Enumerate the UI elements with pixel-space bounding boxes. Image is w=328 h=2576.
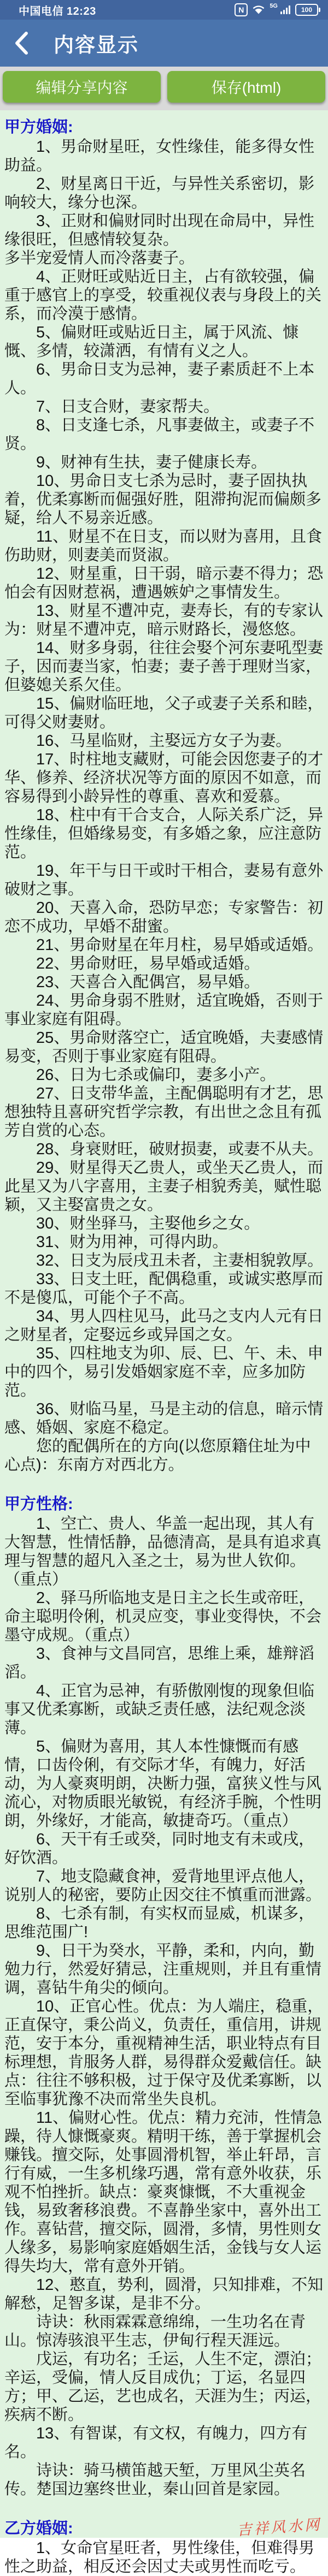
paragraph: 7、地支隐藏食神，爱背地里评点他人，说别人的秘密，要防止因交往不慎重而泄露。 (4, 1868, 322, 1904)
paragraph: 24、男命身弱不胜财，适宜晚婚，否则于事业家庭有阻碍。 (4, 992, 324, 1028)
paragraph: 3、食神与文昌同宫，思维上乘，雄辩滔滔。 (4, 1645, 315, 1681)
paragraph: 28、身衰财旺，破财损妻，或妻不从夫。 (36, 1141, 324, 1158)
paragraph: 10、男命日支七杀为忌时，妻子固执执着，优柔寡断而倔强好胜，阻滞拘泥而偏颇多疑，给人不易亲近感。 (4, 472, 322, 527)
paragraph: 16、马星临财，主娶远方女子为妻。 (36, 732, 292, 750)
paragraph: 诗诀：秋雨霖霖意绵绵，一生功名在青山。惊涛骇浪平生志，伊甸行程天涯远。 (4, 2313, 306, 2349)
paragraph: 1、男命财星旺，女性缘佳，能多得女性助益。 (4, 138, 315, 174)
paragraph: 10、正官心性。优点：为人端庄，稳重，正直保守，秉公尚义，负责任，重信用，讲规范，安于本分，重视精神生活，职业特点有目标理想，肯服务人群，易得群众爱戴信任。缺点：往往不够积极，过于保守及优柔寡断，以至临事犹豫不决而常坐失良机。 (4, 1998, 324, 2108)
paragraph: 诗诀：骑马横笛越天堑，万里风尘英名传。楚国边塞终世业，秦山回首是家园。 (4, 2462, 306, 2498)
paragraph: 12、憨直，势利，圆滑，只知排难，不知解愁，足智多谋，是非不分。 (4, 2276, 324, 2312)
carrier-time-label: 中国电信 12:23 (19, 5, 96, 17)
paragraph: 2、驿马所临地支是日主之长生或帝旺，命主聪明伶俐，机灵应变，事业变得快，不会墨守成规。（重点） (4, 1589, 322, 1644)
watermark: 吉祥风水网 (236, 2516, 323, 2539)
paragraph: 21、男命财星在年月柱，易早婚或适婚。 (36, 936, 324, 954)
paragraph: 6、男命日支为忌神，妻子素质赶不上本人。 (4, 361, 315, 397)
paragraph: 34、男人四柱见马，此马之支内人元有日之财星者，定娶远乡或异国之女。 (4, 1308, 324, 1344)
section-heading: 甲方性格: (4, 1495, 73, 1513)
paragraph: 13、有智谋，有文权，有魄力，四方有名。 (4, 2425, 308, 2461)
network-type-label: 5G (270, 3, 278, 9)
app-header (0, 20, 328, 67)
paragraph: 17、时柱地支藏财，可能会因您妻子的才华、修养、经济状况等方面的原因不如意，而容易得到小龄异性的尊重、喜欢和爱慕。 (4, 751, 324, 805)
paragraph: 23、天喜合入配偶宫，易早婚。 (36, 974, 260, 991)
paragraph: 11、财星不在日支，而以财为喜用，且食伤助财，则妻美而贤淑。 (4, 528, 323, 564)
paragraph: 6、天干有壬或癸，同时地支有未或戌，好饮酒。 (4, 1831, 315, 1867)
status-bar (0, 0, 328, 20)
paragraph: 3、正财和偏财同时出现在命局中，异性缘很旺，但感情较复杂。 (4, 212, 315, 248)
wifi-icon (253, 5, 265, 15)
paragraph: 36、财临马星，马是主动的信息，暗示情感、婚姻、家庭不稳定。 (4, 1400, 324, 1437)
paragraph: 您的配偶所在的方向(以您原籍住址为中心点)：东南方对西北方。 (4, 1438, 311, 1474)
paragraph: 27、日支带华盖，主配偶聪明有才艺，思想独特且喜研究哲学宗教，有出世之念且有孤芳自赏的心态。 (4, 1085, 324, 1139)
back-button[interactable] (14, 32, 28, 55)
paragraph: 31、财为用神，可得内助。 (36, 1233, 229, 1251)
paragraph: 32、日支为辰戌丑未者，主妻相貌敦厚。 (36, 1252, 324, 1269)
paragraph: 1、女命官星旺者，男性缘佳，但难得男性之助益，相反还会因丈夫或男性而吃亏。 (4, 2539, 315, 2575)
battery-level: 100 (295, 4, 318, 16)
paragraph: 11、偏财心性。优点：精力充沛，性情急躁，待人慷慨豪爽。精明干练，善于掌握机会赚钱。擅交际，处事圆滑机智，举止轩昂，言行有威，一生多机缘巧遇，常有意外收获，乐观不怕挫折。缺点：豪爽慷慨，不大重视金钱，易致奢移浪费。不喜静坐家中，喜外出工作。喜钻营，擅交际，圆滑，多情，男性则女人缘多，易影响家庭婚姻生活，金钱与女人运得失均大，常有意外开销。 (4, 2109, 323, 2275)
section-heading: 甲方婚姻: (4, 118, 73, 136)
paragraph: 4、正官为忌神，有骄傲刚愎的现象但临事又优柔寡断，或缺乏责任感，法纪观念淡薄。 (4, 1682, 315, 1737)
paragraph: 1、空亡、贵人、华盖一起出现，其人有大智慧，性情恬静，品德清高，是具有追求真理与智慧的超凡入圣之士，易为世人钦仰。（重点） (4, 1515, 322, 1588)
paragraph: 18、柱中有干合支合，人际关系广泛，异性缘佳，但婚缘易变，有多婚之象，应注意防范。 (4, 806, 324, 861)
paragraph: 9、日干为癸水，平静，柔和，内向，勤勉力行，然爱好猜忌，注重规则，并且有重情调，喜钻牛角尖的倾向。 (4, 1942, 322, 1997)
paragraph: 13、财星不遭冲克，妻寿长，有的专家认为：财星不遭冲克，暗示财路长，漫悠悠。 (4, 602, 324, 638)
edit-share-button[interactable]: 编辑分享内容 (3, 71, 161, 103)
content-area[interactable] (0, 110, 328, 2576)
paragraph: 30、财坐驿马，主娶他乡之女。 (36, 1215, 260, 1232)
section-heading: 乙方婚姻: (4, 2520, 73, 2537)
paragraph: 26、日为七杀或偏印，妻多小产。 (36, 1066, 276, 1084)
section (4, 1495, 325, 2498)
signal-bars-icon (280, 5, 290, 14)
paragraph: 19、年干与日干或时干相合，妻易有意外破财之事。 (4, 862, 324, 898)
battery-icon (295, 4, 320, 16)
paragraph: 8、七杀有制，有实权而显威，机谋多，思维范围广! (4, 1905, 315, 1941)
paragraph: 25、男命财落空亡，适宜晚婚，夫妻感情易变，否则于事业家庭有阻碍。 (4, 1029, 324, 1065)
back-chevron-icon (14, 32, 28, 55)
section (4, 118, 325, 1474)
status-icons (235, 3, 320, 16)
paragraph: 7、日支合财，妻家帮夫。 (36, 398, 220, 416)
save-html-button[interactable]: 保存(html) (167, 71, 325, 103)
paragraph: 4、正财旺或贴近日主，占有欲较强，偏重于感官上的享受，较重视仪表与身段上的关系，而冷漠于感情。 (4, 268, 322, 323)
paragraph: 35、四柱地支为卯、辰、巳、午、未、申中的四个，易引发婚姻家庭不幸，应多加防范。 (4, 1345, 324, 1399)
paragraph: 9、财神有生扶，妻子健康长寿。 (36, 454, 267, 471)
paragraph: 多半宠爱情人而冷落妻子。 (4, 250, 195, 267)
paragraph: 29、财星得天乙贵人，或坐天乙贵人，而此星又为八字喜用，主妻子相貌秀美，赋性聪颖，又主娶富贵之女。 (4, 1159, 324, 1214)
paragraph: 5、偏财为喜用，其人本性慷慨而有感情，口齿伶俐，有交际才华，有魄力，好活动，为人豪爽明朗，决断力强，富狭义性与风流心，对物质眼光敏锐，有经济手腕，个性明朗，外缘好，才能高，敏捷奇巧。（重点） (4, 1738, 322, 1830)
paragraph: 12、财星重，日干弱，暗示妻不得力；恐怕会有因财惹祸，遭遇嫉妒之事情发生。 (4, 565, 324, 601)
paragraph: 14、财多身弱，往往会娶个河东妻吼型妻子，因而妻当家，怕妻；妻子善于理财当家，但婆媳关系欠佳。 (4, 639, 324, 694)
paragraph: 20、天喜入命，恐防早恋；专家警告：初恋不成功，早婚不甜蜜。 (4, 899, 324, 935)
paragraph: 戊运，有功名；壬运，人生不定，漂泊；辛运，受偏，情人反目成仇；丁运，名显四方；甲、乙运，艺也成名，天涯为生；丙运，疾病不断。 (4, 2351, 322, 2424)
paragraph: 22、男命财旺，易早婚或适婚。 (36, 955, 260, 972)
paragraph: 33、日支土旺，配偶稳重，或诚实憨厚而不是傻瓜，可能个子不高。 (4, 1271, 324, 1307)
toolbar (0, 67, 328, 110)
paragraph: 2、财星离日干近，与异性关系密切，影响较大，缘分也深。 (4, 175, 315, 211)
paragraph: 5、偏财旺或贴近日主，属于风流、慷慨、多情，较潇洒，有情有义之人。 (4, 324, 299, 360)
nfc-icon: N (235, 3, 248, 16)
paragraph: 15、偏财临旺地，父子或妻子关系和睦，可得父财妻财。 (4, 695, 324, 731)
paragraph: 8、日支逢七杀，凡事妻做主，或妻子不贤。 (4, 417, 315, 453)
page-title: 内容显示 (54, 34, 139, 56)
